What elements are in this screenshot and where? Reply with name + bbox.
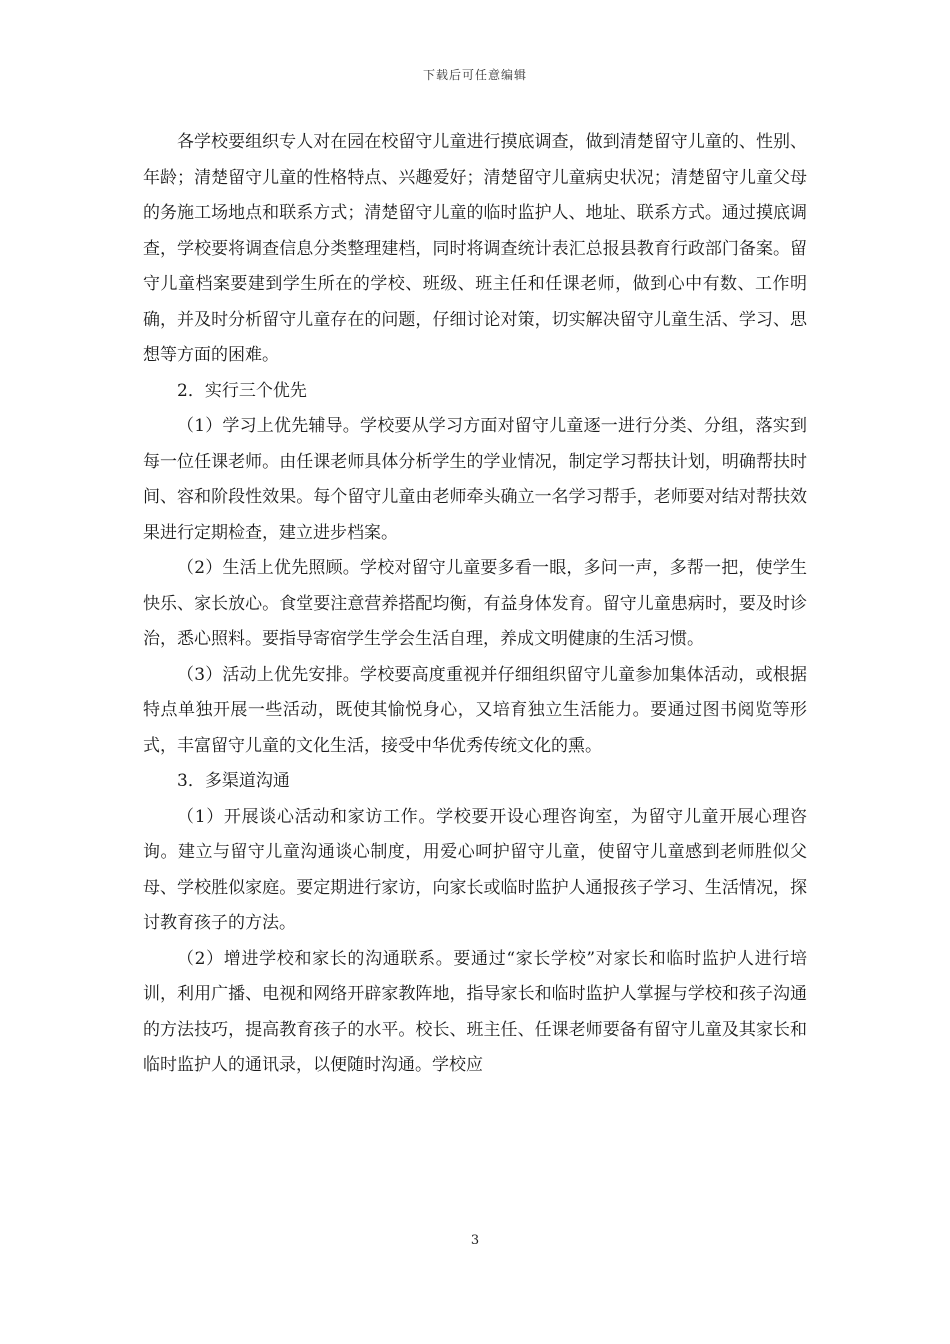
paragraph-life-priority: （2）生活上优先照顾。学校对留守儿童要多看一眼，多问一声，多帮一把，使学生快乐、家长放心。食堂要注意营养搭配均衡，有益身体发育。留守儿童患病时，要及时诊治，悉心照料。要指导寄宿学生学会生活自理，养成文明健康的生活习惯。 <box>143 558 807 649</box>
page-number: 3 <box>470 1233 480 1248</box>
document-body <box>143 125 807 1084</box>
paragraph-school-parent-contact: （2）增进学校和家长的沟通联系。要通过“家长学校”对家长和临时监护人进行培训，利用广播、电视和网络开辟家教阵地，指导家长和临时监护人掌握与学校和孩子沟通的方法技巧，提高教育孩子的水平。校长、班主任、任课老师要备有留守儿童及其家长和临时监护人的通讯录，以便随时沟通。学校应 <box>143 948 807 1075</box>
paragraph-heart-talks-home-visits: （1）开展谈心活动和家访工作。学校要开设心理咨询室，为留守儿童开展心理咨询。建立与留守儿童沟通谈心制度，用爱心呵护留守儿童，使留守儿童感到老师胜似父母、学校胜似家庭。要定期进行家访，向家长或临时监护人通报孩子学习、生活情况，探讨教育孩子的方法。 <box>143 806 807 933</box>
section-heading-three-priorities: 2．实行三个优先 <box>177 380 307 401</box>
page-header: 下载后可任意编辑 <box>422 68 527 82</box>
paragraph-activity-priority: （3）活动上优先安排。学校要高度重视并仔细组织留守儿童参加集体活动，或根据特点单独开展一些活动，既使其愉悦身心，又培育独立生活能力。要通过图书阅览等形式，丰富留守儿童的文化生活，接受中华优秀传统文化的熏。 <box>143 664 807 756</box>
paragraph-study-priority: （1）学习上优先辅导。学校要从学习方面对留守儿童逐一进行分类、分组，落实到每一位任课老师。由任课老师具体分析学生的学业情况，制定学习帮扶计划，明确帮扶时间、容和阶段性效果。每个留守儿童由老师牵头确立一名学习帮手，老师要对结对帮扶效果进行定期检查，建立进步档案。 <box>143 416 807 543</box>
paragraph-investigation: 各学校要组织专人对在园在校留守儿童进行摸底调查，做到清楚留守儿童的、性别、年龄；清楚留守儿童的性格特点、兴趣爱好；清楚留守儿童病史状况；清楚留守儿童父母的务施工场地点和联系方式；清楚留守儿童的临时监护人、地址、联系方式。通过摸底调查，学校要将调查信息分类整理建档，同时将调查统计表汇总报县教育行政部门备案。留守儿童档案要建到学生所在的学校、班级、班主任和任课老师，做到心中有数、工作明确，并及时分析留守儿童存在的问题，仔细讨论对策，切实解决留守儿童生活、学习、思想等方面的困难。 <box>143 132 807 365</box>
section-heading-multichannel-communication: 3．多渠道沟通 <box>177 771 290 791</box>
